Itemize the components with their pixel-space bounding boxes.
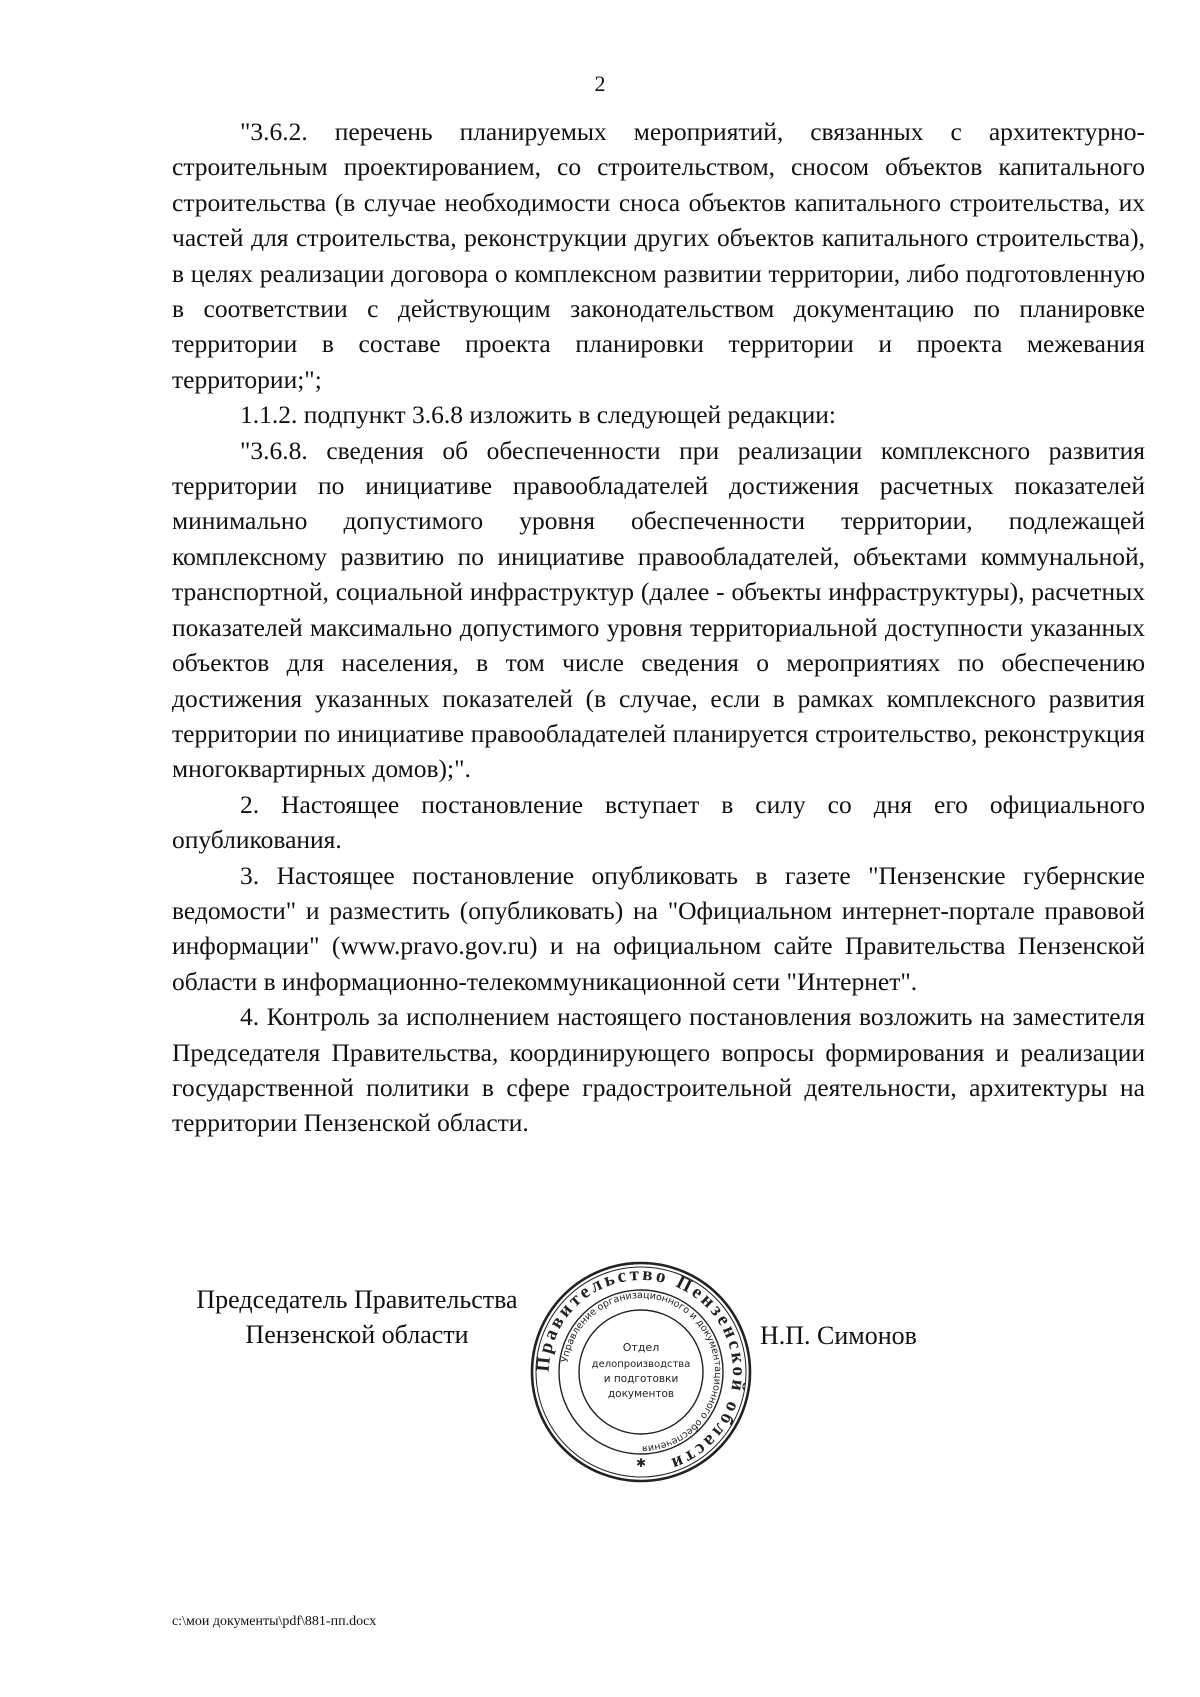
- paragraph-4: 4. Контроль за исполнением настоящего постановления возложить на заместителя Председателя Правительства, координирующего вопросы формирования и реализации государственной политики в сфере градостроительной деятельности, архитектуры на территории Пензенской области.: [172, 1002, 1145, 1138]
- signature-position-line1: Председатель Правительства: [196, 1285, 518, 1314]
- seal-center-line1: Отдел: [622, 1341, 660, 1354]
- signatory-name: Н.П. Симонов: [760, 1321, 917, 1350]
- signature-position-line2: Пензенской области: [245, 1320, 469, 1349]
- svg-text:Управление организационного и: [560, 1290, 723, 1454]
- signature-position: [172, 1282, 542, 1352]
- paragraph-1-1-2: 1.1.2. подпункт 3.6.8 изложить в следующей редакции:: [240, 400, 836, 430]
- footer-file-path: c:\мои документы\pdf\881-пп.docx: [172, 1614, 377, 1629]
- seal-middle-text: Управление организационного и документационного обеспечения: [559, 1289, 724, 1455]
- seal-star-icon: ✱: [635, 1456, 647, 1470]
- page-number: 2: [594, 71, 606, 96]
- paragraph-3: 3. Настоящее постановление опубликовать в газете "Пензенские губернские ведомости" и разместить (опубликовать) на "Официальном интернет-портале правовой информации" (www.pravo.gov.ru) и на официальном сайте Правительства Пензенской области в информационно-телекоммуникационной сети "Интернет".: [172, 860, 1145, 996]
- document-body: [172, 114, 1145, 1141]
- paragraph-3-6-8: "3.6.8. сведения об обеспеченности при реализации комплексного развития территории по инициативе правообладателей достижения расчетных показателей минимально допустимого уровня обеспеченности территории, подлежащей комплексному развитию по инициативе правообладателей, объектами коммунальной, транспортной, социальной инфраструктур (далее - объекты инфраструктуры), расчетных показателей максимально допустимого уровня территориальной доступности указанных объектов для населения, в том числе сведения о мероприятиях по обеспечению достижения указанных показателей (в случае, если в рамках комплексного развития территории по инициативе правообладателей планируется строительство, реконструкция многоквартирных домов);".: [172, 435, 1145, 784]
- paragraph-2: 2. Настоящее постановление вступает в силу со дня его официального опубликования.: [172, 789, 1145, 855]
- seal-center-line2: делопроизводства: [591, 1359, 691, 1370]
- seal-outer-text: Правительство Пензенской области: [532, 1263, 750, 1476]
- official-seal: [528, 1259, 754, 1485]
- paragraph-3-6-2: "3.6.2. перечень планируемых мероприятий, связанных с архитектурно-строительным проектированием, со строительством, сносом объектов капитального строительства (в случае необходимости сноса объектов капитального строительства, их частей для строительства, реконструкции других объектов капитального строительства), в целях реализации договора о комплексном развитии территории, либо подготовленную в соответствии с действующим законодательством документацию по планировке территории в составе проекта планировки территории и проекта межевания территории;";: [172, 117, 1145, 394]
- seal-center-line4: документов: [607, 1388, 675, 1400]
- seal-center-line3: и подготовки: [603, 1373, 679, 1385]
